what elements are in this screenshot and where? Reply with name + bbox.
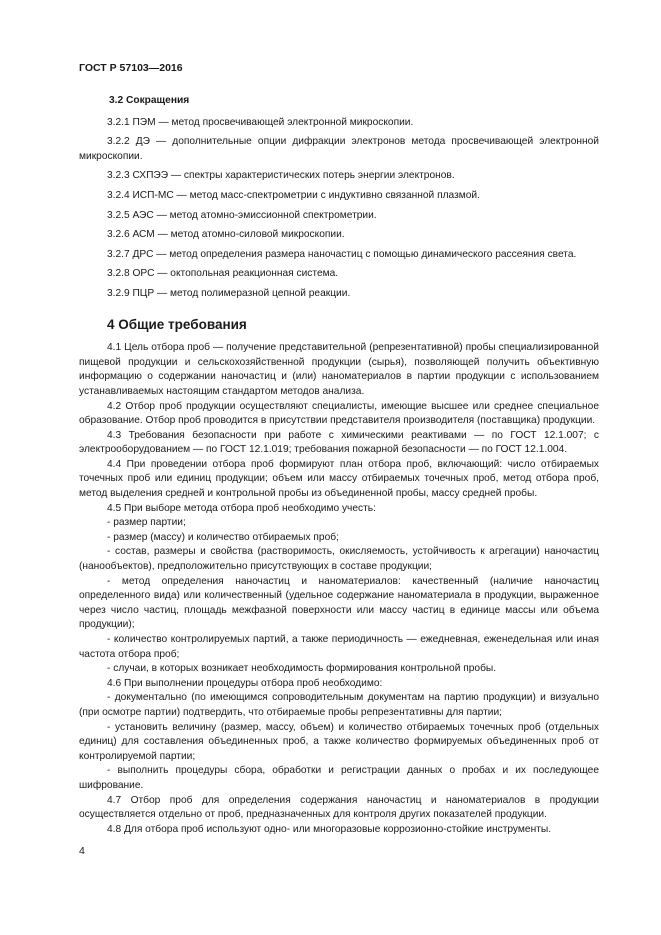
abbreviation-item: 3.2.3 СХПЭЭ — спектры характеристических потерь энергии электронов.	[107, 170, 455, 182]
abbreviation-item: 3.2.5 АЭС — метод атомно-эмиссионной спектрометрии.	[107, 209, 377, 221]
paragraph-4-4: 4.4 При проведении отбора проб формируют план отбора проб, включающий: число отбираемых точечных проб или единиц продукции; объем или массу отбираемых точечных проб, метод отбора проб, метод выделения средней и контрольной пробы из объединенной пробы, массу средней пробы.	[79, 458, 599, 500]
abbreviation-item: 3.2.4 ИСП-МС — метод масс-спектрометрии с индуктивно связанной плазмой.	[107, 189, 480, 201]
abbreviation-item: 3.2.7 ДРС — метод определения размера наночастиц с помощью динамического рассеяния света.	[107, 248, 577, 260]
document-body	[79, 90, 599, 837]
list-item: - размер (массу) и количество отбираемых проб;	[107, 531, 339, 543]
paragraph-4-7: 4.7 Отбор проб для определения содержания наночастиц и наноматериалов в продукции осуществляется отдельно от проб, предназначенных для контроля других показателей продукции.	[79, 794, 599, 821]
paragraph-4-2: 4.2 Отбор проб продукции осуществляют специалисты, имеющие высшее или среднее специальное образование. Отбор проб проводится в присутствии представителя производителя (поставщика) продукции.	[79, 400, 599, 427]
paragraph-4-5: 4.5 При выборе метода отбора проб необходимо учесть:	[107, 502, 376, 514]
list-item: - метод определения наночастиц и наноматериалов: качественный (наличие наночастиц определенного вида) или количественный (удельное содержание наноматериала в продукции, выраженное через число частиц, площадь межфазной поверхности или массу частиц в единице массы или объема продукции);	[79, 575, 599, 631]
list-item: - выполнить процедуры сбора, обработки и регистрации данных о пробах и их последующее шифрование.	[79, 765, 599, 791]
list-item: - размер партии;	[107, 517, 186, 529]
paragraph-4-8: 4.8 Для отбора проб используют одно- или многоразовые коррозионно-стойкие инструменты.	[107, 823, 552, 835]
list-item: - документально (по имеющимся сопроводительным документам на партию продукции) и визуально (при осмотре партии) подтвердить, что отбираемые пробы репрезентативны для партии;	[79, 692, 599, 718]
list-item: - количество контролируемых партий, а также периодичность — ежедневная, еженедельная или иная частота отбора проб;	[79, 634, 599, 660]
list-item: - случаи, в которых возникает необходимость формирования контрольной пробы.	[107, 663, 497, 675]
abbreviation-item: 3.2.6 АСМ — метод атомно-силовой микроскопии.	[107, 229, 345, 241]
abbreviation-item: 3.2.8 ОРС — октопольная реакционная система.	[107, 268, 339, 280]
abbreviation-item: 3.2.2 ДЭ — дополнительные опции дифракции электронов метода просвечивающей электронной микроскопии.	[79, 136, 599, 162]
section-3-2-heading: 3.2 Сокращения	[109, 95, 190, 106]
paragraph-4-6: 4.6 При выполнении процедуры отбора проб необходимо:	[107, 677, 383, 689]
paragraph-4-3: 4.3 Требования безопасности при работе с химическими реактивами — по ГОСТ 12.1.007; с электрооборудованием — по ГОСТ 12.1.019; требования пожарной безопасности — по ГОСТ 12.1.004.	[79, 429, 599, 456]
abbreviation-item: 3.2.9 ПЦР — метод полимеразной цепной реакции.	[107, 287, 351, 299]
abbreviation-item: 3.2.1 ПЭМ — метод просвечивающей электронной микроскопии.	[107, 116, 414, 128]
list-item: - установить величину (размер, массу, объем) и количество отбираемых точечных проб (отдельных единиц) для составления объединенных проб, а также количество формируемых объединенных проб от контролируемой партии;	[79, 721, 599, 762]
page-number: 4	[79, 845, 85, 857]
paragraph-4-1: 4.1 Цель отбора проб — получение представительной (репрезентативной) пробы специализированной пищевой продукции и сельскохозяйственной продукции (сырья), позволяющей получить объективную информацию о содержании наночастиц и (или) наноматериалов в партии продукции с использованием устанавливаемых настоящим стандартом методов анализа.	[79, 342, 599, 397]
list-item: - состав, размеры и свойства (растворимость, окисляемость, устойчивость к агрегации) наночастиц (нанообъектов), предположительно присутствующих в составе продукции;	[79, 546, 599, 573]
section-4-heading: 4 Общие требования	[107, 316, 247, 332]
document-code-header: ГОСТ Р 57103—2016	[79, 62, 183, 74]
